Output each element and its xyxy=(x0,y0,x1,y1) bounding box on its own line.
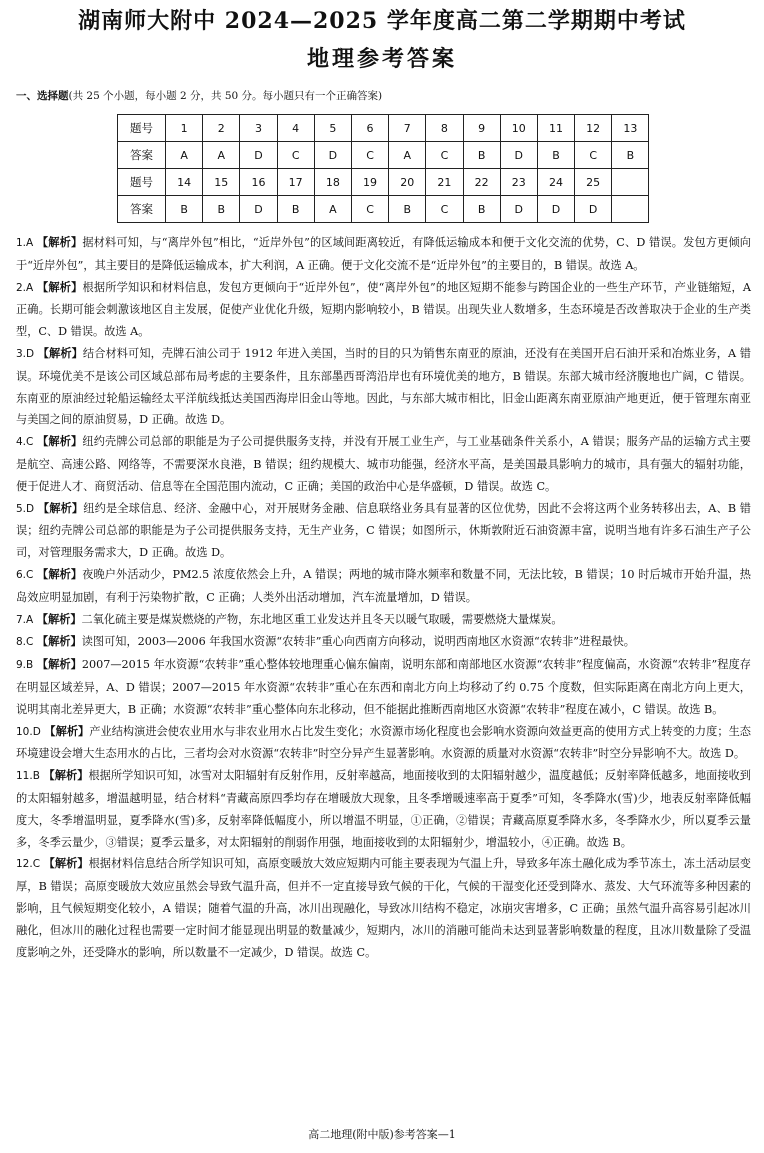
item-number: 5.D xyxy=(16,502,35,515)
answer-row-2 xyxy=(118,196,649,223)
question-number: 12 xyxy=(575,115,612,142)
question-number: 22 xyxy=(463,169,500,196)
item-number: 8.C xyxy=(16,636,34,649)
analysis-tag: 【解析】 xyxy=(43,856,89,871)
answer-row-1 xyxy=(118,142,649,169)
question-number: 10 xyxy=(500,115,537,142)
answer-key-heading: 地理参考答案 xyxy=(306,46,457,72)
item-text: 2007—2015 年水资源“农转非”重心整体较地理重心偏东偏南，说明东部和南部地区水资源“农转非”程度偏高，水资源“农转非”程度存在明显区域差异，A、D 错误；2007—2015 年水资源“农转非”重心在东西和南北方向上均移动了约 0.75 个度数，但实际距离在南北方向上更大，说明其南北差异更大，B 正确；水资源“农转非”重心整体向东北移动，但不能据此推断西南地区水资源“农转非”程度在减小，C 错误。故选 B。 xyxy=(16,658,751,716)
analysis-tag: 【解析】 xyxy=(43,768,89,783)
item-text: 结合材料可知，壳牌石油公司于 1912 年进入美国，当时的目的只为销售东南亚的原油，还没有在美国开启石油开采和冶炼业务，A 错误。环境优美不是该公司区域总部布局考虑的主要条件，且东部墨西哥湾沿岸也有环境优美的地方，B 错误。东部大城市经济腹地也广阔，C 错误。东南亚的原油经过轮船运输经太平洋航线抵达美国西海岸旧金山等地。因此，与东部大城市相比，旧金山距离东南亚原油产地更近，便于管理东南亚与美国之间的原油贸易，D 正确。故选 D。 xyxy=(16,346,751,427)
answer-cell: A xyxy=(314,196,351,223)
question-number: 20 xyxy=(389,169,426,196)
question-number: 25 xyxy=(575,169,612,196)
analysis-tag: 【解析】 xyxy=(37,345,83,360)
section-note: (共 25 个小题，每小题 2 分，共 50 分。每小题只有一个正确答案) xyxy=(68,90,383,102)
answer-cell: C xyxy=(426,196,463,223)
question-number: 16 xyxy=(240,169,277,196)
answer-cell: D xyxy=(500,196,537,223)
question-number: 9 xyxy=(463,115,500,142)
answer-cell: B xyxy=(612,142,649,169)
explanation-item xyxy=(16,564,751,609)
question-number: 14 xyxy=(166,169,203,196)
question-number: 7 xyxy=(389,115,426,142)
explanation-item xyxy=(16,232,751,277)
item-number: 6.C xyxy=(16,568,34,581)
answer-cell: A xyxy=(166,142,203,169)
question-label: 题号 xyxy=(118,115,166,142)
question-number: 15 xyxy=(203,169,240,196)
question-number: 21 xyxy=(426,169,463,196)
explanation-item xyxy=(16,631,751,654)
answer-cell: D xyxy=(500,142,537,169)
item-text: 读图可知，2003—2006 年我国水资源“农转非”重心向西南方向移动，说明西南地区水资源“农转非”进程最快。 xyxy=(81,635,635,649)
answer-cell: B xyxy=(463,142,500,169)
explanation-item xyxy=(16,853,751,963)
item-text: 据材料可知，与“离岸外包”相比，“近岸外包”的区域间距离较近，有降低运输成本和便于文化交流的优势，C、D 错误。发包方更倾向于“近岸外包”，其主要目的是降低运输成本，扩大利润，A 正确。便于文化交流不是“近岸外包”的主要目的，B 错误。故选 A。 xyxy=(16,236,751,272)
explanation-item xyxy=(16,721,751,766)
item-number: 10.D xyxy=(16,725,41,738)
item-text: 根据所学知识可知，冰雪对太阳辐射有反射作用，反射率越高，地面接收到的太阳辐射越少，温度越低；反射率降低越多，地面接收到的太阳辐射越多，增温越明显，结合材料“青藏高原四季均存在增暖放大现象，且冬季增暖速率高于夏季”可知，冬季降水(雪)少，地表反射率降低幅度大，冬季增温明显，夏季降水(雪)多，反射率降低幅度小，所以增温不明显，①正确，②错误；青藏高原夏季降水多，冬季降水少，所以夏季云量多，冬季云量少，③错误；夏季云量多，对太阳辐射的削弱作用强，地面接收到的太阳辐射少，增温较小，④正确。故选 B。 xyxy=(16,769,751,849)
item-number: 9.B xyxy=(16,659,34,672)
item-number: 3.D xyxy=(16,347,35,360)
question-number: 2 xyxy=(203,115,240,142)
analysis-tag: 【解析】 xyxy=(37,434,83,449)
item-number: 12.C xyxy=(16,858,41,871)
analysis-tag: 【解析】 xyxy=(36,279,83,294)
question-number: 11 xyxy=(537,115,574,142)
item-text: 纽约壳牌公司总部的职能是为子公司提供服务支持，并没有开展工业生产，与工业基础条件关系小，A 错误；服务产品的运输方式主要是航空、高速公路、网络等，不需要深水良港，B 错误；纽约规模大、城市功能强，经济水平高，是美国最具影响力的城市，具有强大的辐射功能，便于促进人才、商贸活动、信息等在全国范围内流动，C 正确；美国的政治中心是华盛顿，D 错误。故选 C。 xyxy=(16,435,751,493)
item-number: 11.B xyxy=(16,770,40,783)
question-row-2 xyxy=(118,169,649,196)
item-text: 二氧化硫主要是煤炭燃烧的产物，东北地区重工业发达并且冬天以暖气取暖，需要燃烧大量煤炭。 xyxy=(81,612,563,626)
explanation-item xyxy=(16,498,751,564)
question-number: 8 xyxy=(426,115,463,142)
answer-label: 答案 xyxy=(118,142,166,169)
answer-cell: B xyxy=(203,196,240,223)
answer-cell: C xyxy=(426,142,463,169)
question-number xyxy=(612,169,649,196)
answer-cell: C xyxy=(575,142,612,169)
question-number: 1 xyxy=(166,115,203,142)
answer-cell: B xyxy=(537,142,574,169)
analysis-tag: 【解析】 xyxy=(36,634,82,649)
answer-cell: C xyxy=(351,196,388,223)
item-text: 根据所学知识和材料信息，发包方更倾向于“近岸外包”，使“离岸外包”的地区短期不能参与跨国企业的一些生产环节，产业链缩短，A 正确。长期可能会刺激该地区自主发展，促使产业优化升级，短期内影响较小，B 错误。出现失业人数增多，生态环境是否改善取决于企业的生产类型，C、D 错误。故选 A。 xyxy=(16,280,751,339)
explanation-item xyxy=(16,609,751,632)
answer-cell: B xyxy=(166,196,203,223)
explanation-item xyxy=(16,654,751,720)
question-row-1 xyxy=(118,115,649,142)
item-text: 产业结构演进会使农业用水与非农业用水占比发生变化；水资源市场化程度也会影响水资源向效益更高的使用方式上转变的力度；生态环境建设会增大生态用水的占比，三者均会对水资源“农转非”时空分异产生显著影响。水资源的质量对水资源“农转非”时空分异影响不大。故选 D。 xyxy=(16,724,751,761)
item-number: 2.A xyxy=(16,281,34,294)
question-number: 19 xyxy=(351,169,388,196)
answer-cell: D xyxy=(240,196,277,223)
analysis-tag: 【解析】 xyxy=(37,566,83,581)
analysis-tag: 【解析】 xyxy=(37,500,84,515)
explanation-item xyxy=(16,765,751,853)
answer-cell: D xyxy=(575,196,612,223)
question-number: 3 xyxy=(240,115,277,142)
explanation-item xyxy=(16,431,751,497)
analysis-tag: 【解析】 xyxy=(44,723,90,738)
question-number: 13 xyxy=(612,115,649,142)
item-number: 1.A xyxy=(16,237,34,249)
answer-cell: C xyxy=(351,142,388,169)
answer-label: 答案 xyxy=(118,196,166,223)
explanation-item xyxy=(16,343,751,431)
question-number: 23 xyxy=(500,169,537,196)
exam-title: 湖南师大附中 2024—2025 学年度高二第二学期期中考试 xyxy=(78,8,686,34)
question-number: 6 xyxy=(351,115,388,142)
section-label: 一、选择题 xyxy=(16,90,69,102)
answer-cell: D xyxy=(240,142,277,169)
item-number: 4.C xyxy=(16,436,34,449)
answer-cell: D xyxy=(537,196,574,223)
question-number: 17 xyxy=(277,169,314,196)
item-text: 根据材料信息结合所学知识可知，高原变暖放大效应短期内可能主要表现为气温上升，导致多年冻土融化成为季节冻土，冻土活动层变厚，B 错误；高原变暖放大效应虽然会导致气温升高，但并不一定直接导致气候的干化，气候的干湿变化还受到降水、蒸发、大气环流等多种因素的影响，且气候短期变化较小，A 错误；随着气温的升高，冰川出现融化，导致冰川结构不稳定，冰崩灾害增多，C 正确；虽然气温升高容易引起冰川融化，但冰川的融化过程也需要一定时间才能显现出明显的数量减少，短期内，冰川的消融可能尚未达到显著影响数量的程度，且冰川数量除了受温度影响之外，还受降水的影响，所以数量不一定减少，D 错误。故选 C。 xyxy=(16,857,751,959)
answer-table xyxy=(117,114,649,223)
item-text: 夜晚户外活动少，PM2.5 浓度依然会上升，A 错误；两地的城市降水频率和数量不同，无法比较，B 错误；10 时后城市开始升温，热岛效应明显加剧，有利于污染物扩散，C 正确；人类外出活动增加，汽车流量增加，D 错误。 xyxy=(16,567,751,604)
question-label: 题号 xyxy=(118,169,166,196)
question-number: 4 xyxy=(277,115,314,142)
page-footer: 高二地理(附中版)参考答案—1 xyxy=(308,1128,456,1141)
item-number: 7.A xyxy=(16,613,34,626)
analysis-tag: 【解析】 xyxy=(36,657,82,672)
answer-cell: B xyxy=(463,196,500,223)
explanation-item xyxy=(16,277,751,343)
answer-cell: C xyxy=(277,142,314,169)
answer-cell: A xyxy=(389,142,426,169)
analysis-tag: 【解析】 xyxy=(36,235,83,249)
item-text: 纽约是全球信息、经济、金融中心，对开展财务金融、信息联络业务具有显著的区位优势，因此不会将这两个业务转移出去，A、B 错误；纽约壳牌公司总部的职能是为子公司提供服务支持，无生产业务，C 错误；如图所示，休斯敦附近石油资源丰富，说明当地有许多石油生产子公司，对管理服务需求大，D 正确。故选 D。 xyxy=(16,501,751,560)
question-number: 18 xyxy=(314,169,351,196)
analysis-tag: 【解析】 xyxy=(36,611,82,626)
section-heading xyxy=(16,88,382,103)
answer-cell: A xyxy=(203,142,240,169)
answer-cell: B xyxy=(277,196,314,223)
answer-cell xyxy=(612,196,649,223)
question-number: 24 xyxy=(537,169,574,196)
answer-cell: D xyxy=(314,142,351,169)
answer-cell: B xyxy=(389,196,426,223)
question-number: 5 xyxy=(314,115,351,142)
explanation-list xyxy=(16,232,751,963)
